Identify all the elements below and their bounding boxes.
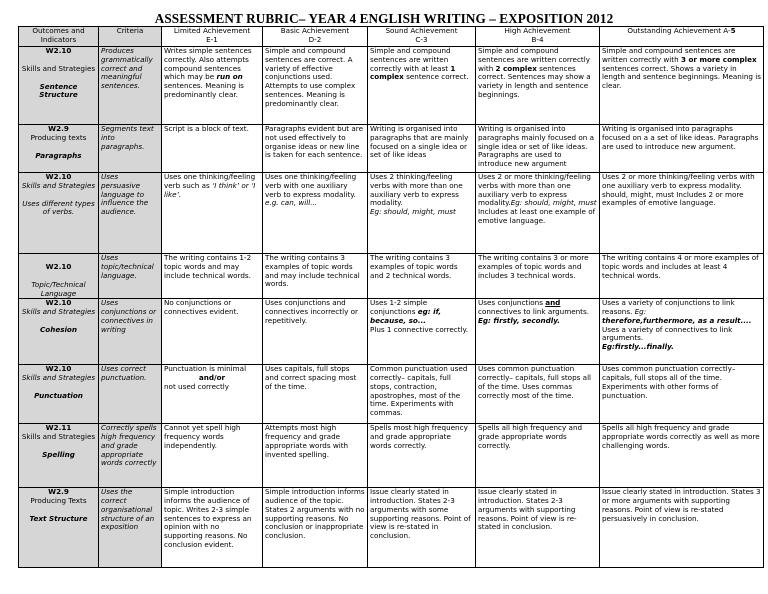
cell-text: sentences correct. Sentences may show a variety in length and sentence beginnings.	[478, 63, 591, 99]
criteria-cell: Uses the correct organisational structure of an exposition	[99, 488, 162, 568]
limited-cell	[162, 173, 263, 254]
criteria-cell: Uses persuasive language to influence the audience.	[99, 173, 162, 254]
sound-cell	[368, 173, 476, 254]
cell-text-emph: 2 complex	[495, 63, 537, 73]
cell-text: Simple and compound sentences are written correctly with at least	[370, 46, 451, 73]
header-outstanding-code: 5	[730, 26, 736, 35]
outcome-sub: Skills and Strategies	[21, 307, 96, 316]
table-row	[19, 125, 764, 173]
outcome-code: W2.10	[45, 298, 72, 308]
sound-cell	[368, 299, 476, 365]
high-cell: Spells all high frequency and grade appropriate words correctly.	[476, 424, 600, 488]
basic-cell: Simple and compound sentences are correct. A variety of effective conjunctions used. Attempts to use complex sentences. Meaning is predominantly clear.	[263, 47, 368, 125]
limited-cell	[162, 365, 263, 424]
table-row	[19, 365, 764, 424]
sound-cell: Issue clearly stated in introduction. States 2-3 arguments with some supporting reasons. Point of view is re-stated in conclusion.	[368, 488, 476, 568]
sound-cell	[368, 47, 476, 125]
outcome-code: W2.10	[45, 262, 72, 271]
high-cell: Issue clearly stated in introduction. States 2-3 arguments with supporting reasons. Point of view is re-stated in conclusion.	[476, 488, 600, 568]
header-high	[476, 27, 600, 47]
header-outstanding	[600, 27, 764, 47]
cell-text: Simple and compound sentences are written correctly with	[478, 46, 590, 73]
outcome-sub: Producing Texts	[30, 496, 87, 505]
outstanding-cell: Issue clearly stated in introduction. States 3 or more arguments with supporting reasons. Point of view is re-stated persuasively in conclusion.	[600, 488, 764, 568]
outcome-label: Text Structure	[29, 513, 88, 523]
outcome-cell	[19, 365, 99, 424]
cell-text-emph: ‘I think’ or ‘I like’.	[164, 180, 256, 199]
table-row	[19, 254, 764, 299]
outcome-code: W2.10	[45, 172, 72, 181]
cell-text: Uses a variety of conjunctions to link reasons.	[602, 298, 735, 316]
outcome-cell	[19, 488, 99, 568]
high-cell: The writing contains 3 or more examples of topic words and includes 3 technical words.	[476, 254, 600, 299]
header-limited	[162, 27, 263, 47]
cell-text: Uses 2 thinking/feeling verbs with more than one auxiliary verb to express modality.	[370, 172, 463, 208]
outcome-cell	[19, 424, 99, 488]
sound-cell: Writing is organised into paragraphs that are mainly focused on a single idea or set of like ideas	[368, 125, 476, 173]
cell-text-emph: Eg:	[634, 307, 647, 316]
limited-cell: Simple introduction informs the audience of topic. Writes 2-3 simple sentences to express an opinion with no supporting reasons. No conclusion evident.	[162, 488, 263, 568]
cell-text: Uses 2 or more thinking/feeling verbs with more than one auxiliary verb to express modality.	[478, 172, 591, 208]
outcome-label: Cohesion	[39, 324, 77, 334]
table-row	[19, 173, 764, 254]
header-high-code: B-4	[531, 34, 544, 44]
basic-cell: Simple introduction informs audience of the topic. States 2 arguments with no supporting reasons. No conclusion or inappropriate conclusion.	[263, 488, 368, 568]
outcome-code: W2.9	[48, 487, 69, 497]
criteria-cell: Uses correct punctuation.	[99, 365, 162, 424]
limited-cell: The writing contains 1-2 topic words and may include technical words.	[162, 254, 263, 299]
criteria-cell: Produces grammatically correct and meaningful sentences.	[99, 47, 162, 125]
cell-text: Uses 1-2 simple conjunctions	[370, 298, 428, 316]
outcome-cell	[19, 125, 99, 173]
outstanding-cell: Spells all high frequency and grade appropriate words correctly as well as more challenging words.	[600, 424, 764, 488]
cell-text-emph: Eg: should, might, must	[370, 207, 456, 216]
outcome-sub: Skills and Strategies	[21, 432, 96, 441]
basic-cell: Uses capitals, full stops and correct spacing most of the time.	[263, 365, 368, 424]
outstanding-cell: The writing contains 4 or more examples of topic words and includes at least 4 technical words.	[600, 254, 764, 299]
sound-cell: Spells most high frequency and grade appropriate words correctly.	[368, 424, 476, 488]
cell-text-emph: Eg:firstly...finally.	[602, 342, 674, 351]
header-sound	[368, 27, 476, 47]
header-limited-label: Limited Achievement	[173, 26, 251, 35]
header-criteria: Criteria	[99, 27, 162, 47]
outstanding-cell: Uses 2 or more thinking/feeling verbs with one auxiliary verb to express modality. should, might, must Includes 2 or more examples of emotive language.	[600, 173, 764, 254]
header-basic-code: D-2	[308, 34, 322, 44]
header-outstanding-label: Outstanding Achievement A-	[627, 26, 731, 35]
limited-cell: No conjunctions or connectives evident.	[162, 299, 263, 365]
cell-text: connectives to link arguments.	[478, 307, 590, 316]
high-cell: Writing is organised into paragraphs mainly focused on a single idea or set of like ideas. Paragraphs are used to introduce new argument	[476, 125, 600, 173]
outcome-cell	[19, 254, 99, 299]
outcome-code: W2.10	[45, 46, 72, 55]
high-cell	[476, 299, 600, 365]
cell-text: Uses one thinking/feeling verb such as	[164, 172, 256, 190]
limited-cell: Script is a block of text.	[162, 125, 263, 173]
criteria-cell: Correctly spells high frequency and grade appropriate words correctly	[99, 424, 162, 488]
basic-cell: Uses conjunctions and connectives incorrectly or repetitively.	[263, 299, 368, 365]
outcome-sub: Skills and Strategies	[21, 373, 96, 382]
cell-text-emph: run on	[216, 72, 243, 82]
header-sound-code: C-3	[415, 34, 428, 44]
sound-cell: The writing contains 3 examples of topic words and 2 technical words.	[368, 254, 476, 299]
cell-text: Includes at least one example of emotive language.	[478, 207, 596, 225]
outstanding-cell: Writing is organised into paragraphs focused on a a set of like ideas. Paragraphs are used to introduce new argument.	[600, 125, 764, 173]
basic-cell	[263, 173, 368, 254]
outcome-label: Topic/Technical Language	[31, 279, 86, 298]
outcome-code: W2.9	[48, 124, 69, 133]
cell-text: sentences correct. Shows a variety in length and sentence beginnings. Meaning is clear.	[602, 63, 761, 90]
table-row	[19, 424, 764, 488]
page-title: ASSESSMENT RUBRIC– YEAR 4 ENGLISH WRITING – EXPOSITION 2012	[154, 11, 614, 26]
high-cell	[476, 173, 600, 254]
outcome-cell	[19, 299, 99, 365]
criteria-cell: Uses topic/technical language.	[99, 254, 162, 299]
outcome-cell	[19, 47, 99, 125]
header-outcomes: Outcomes and Indicators	[19, 27, 99, 47]
cell-text: Punctuation is minimal	[164, 364, 247, 374]
outcome-label: Spelling	[42, 449, 75, 459]
table-row	[19, 488, 764, 568]
cell-text-emph: 3 or more complex	[680, 54, 757, 64]
cell-text-emph: e.g. can, will...	[265, 198, 318, 208]
header-sound-label: Sound Achievement	[385, 26, 458, 35]
cell-text: Simple and compound sentences are written correctly with	[602, 46, 736, 64]
outcome-sub: Skills and Strategies	[21, 63, 96, 73]
cell-text-emph: and/or	[198, 373, 226, 382]
cell-text: Plus 1 connective correctly.	[370, 324, 469, 334]
cell-text-emph: therefore,furthermore, as a result....	[602, 315, 752, 325]
outstanding-cell	[600, 299, 764, 365]
cell-text: Uses a variety of connectives to link arguments.	[602, 324, 733, 343]
header-row	[19, 27, 764, 47]
cell-text-emph: 1 complex	[370, 63, 456, 82]
outstanding-cell: Uses common punctuation correctly– capitals, full stops all of the time. Experiments with other forms of punctuation.	[600, 365, 764, 424]
criteria-cell: Segments text into paragraphs.	[99, 125, 162, 173]
basic-cell: Attempts most high frequency and grade appropriate words with invented spelling.	[263, 424, 368, 488]
outcome-label: Uses different types of verbs.	[22, 198, 95, 217]
header-high-label: High Achievement	[504, 26, 571, 35]
outcome-cell	[19, 173, 99, 254]
cell-text-emph: Eg: should, might, must	[510, 198, 597, 208]
outcome-sub: Producing texts	[30, 132, 87, 142]
cell-text: Uses conjunctions	[478, 298, 546, 308]
cell-text-emph: and	[545, 298, 561, 308]
limited-cell: Cannot yet spell high frequency words independently.	[162, 424, 263, 488]
basic-cell: The writing contains 3 examples of topic words and may include technical words.	[263, 254, 368, 299]
basic-cell: Paragraphs evident but are not used effectively to organise ideas or new line is taken for each sentence.	[263, 125, 368, 173]
high-cell: Uses common punctuation correctly– capitals, full stops all of the time. Uses commas correctly most of the time.	[476, 365, 600, 424]
table-row	[19, 47, 764, 125]
table-row	[19, 299, 764, 365]
outcome-label: Sentence Structure	[39, 81, 78, 100]
outstanding-cell	[600, 47, 764, 125]
cell-text: not used correctly	[164, 381, 230, 391]
cell-text-emph: eg: if, because, so...	[370, 307, 442, 325]
sound-cell: Common punctuation used correctly– capitals, full stops, contraction, apostrophes, most of the time. Experiments with commas.	[368, 365, 476, 424]
outcome-sub: Skills and Strategies	[21, 180, 96, 190]
header-limited-code: E-1	[206, 34, 218, 44]
criteria-cell: Uses conjunctions or connectives in writing	[99, 299, 162, 365]
outcome-label: Punctuation	[34, 390, 83, 400]
rubric-table	[18, 26, 764, 568]
outcome-code: W2.11	[45, 423, 72, 433]
cell-text: sentence correct.	[403, 72, 469, 82]
limited-cell	[162, 47, 263, 125]
cell-text: Writes simple sentences correctly. Also attempts compound sentences which may be	[164, 46, 252, 82]
cell-text: Uses one thinking/feeling verb with one auxiliary verb to express modality.	[265, 172, 357, 199]
outcome-code: W2.10	[45, 364, 72, 374]
outcome-label: Paragraphs	[35, 150, 82, 160]
cell-text-emph: Eg: firstly, secondly.	[478, 315, 561, 325]
cell-text: sentences. Meaning is predominantly clear.	[164, 81, 244, 99]
high-cell	[476, 47, 600, 125]
header-basic	[263, 27, 368, 47]
header-basic-label: Basic Achievement	[280, 26, 350, 35]
